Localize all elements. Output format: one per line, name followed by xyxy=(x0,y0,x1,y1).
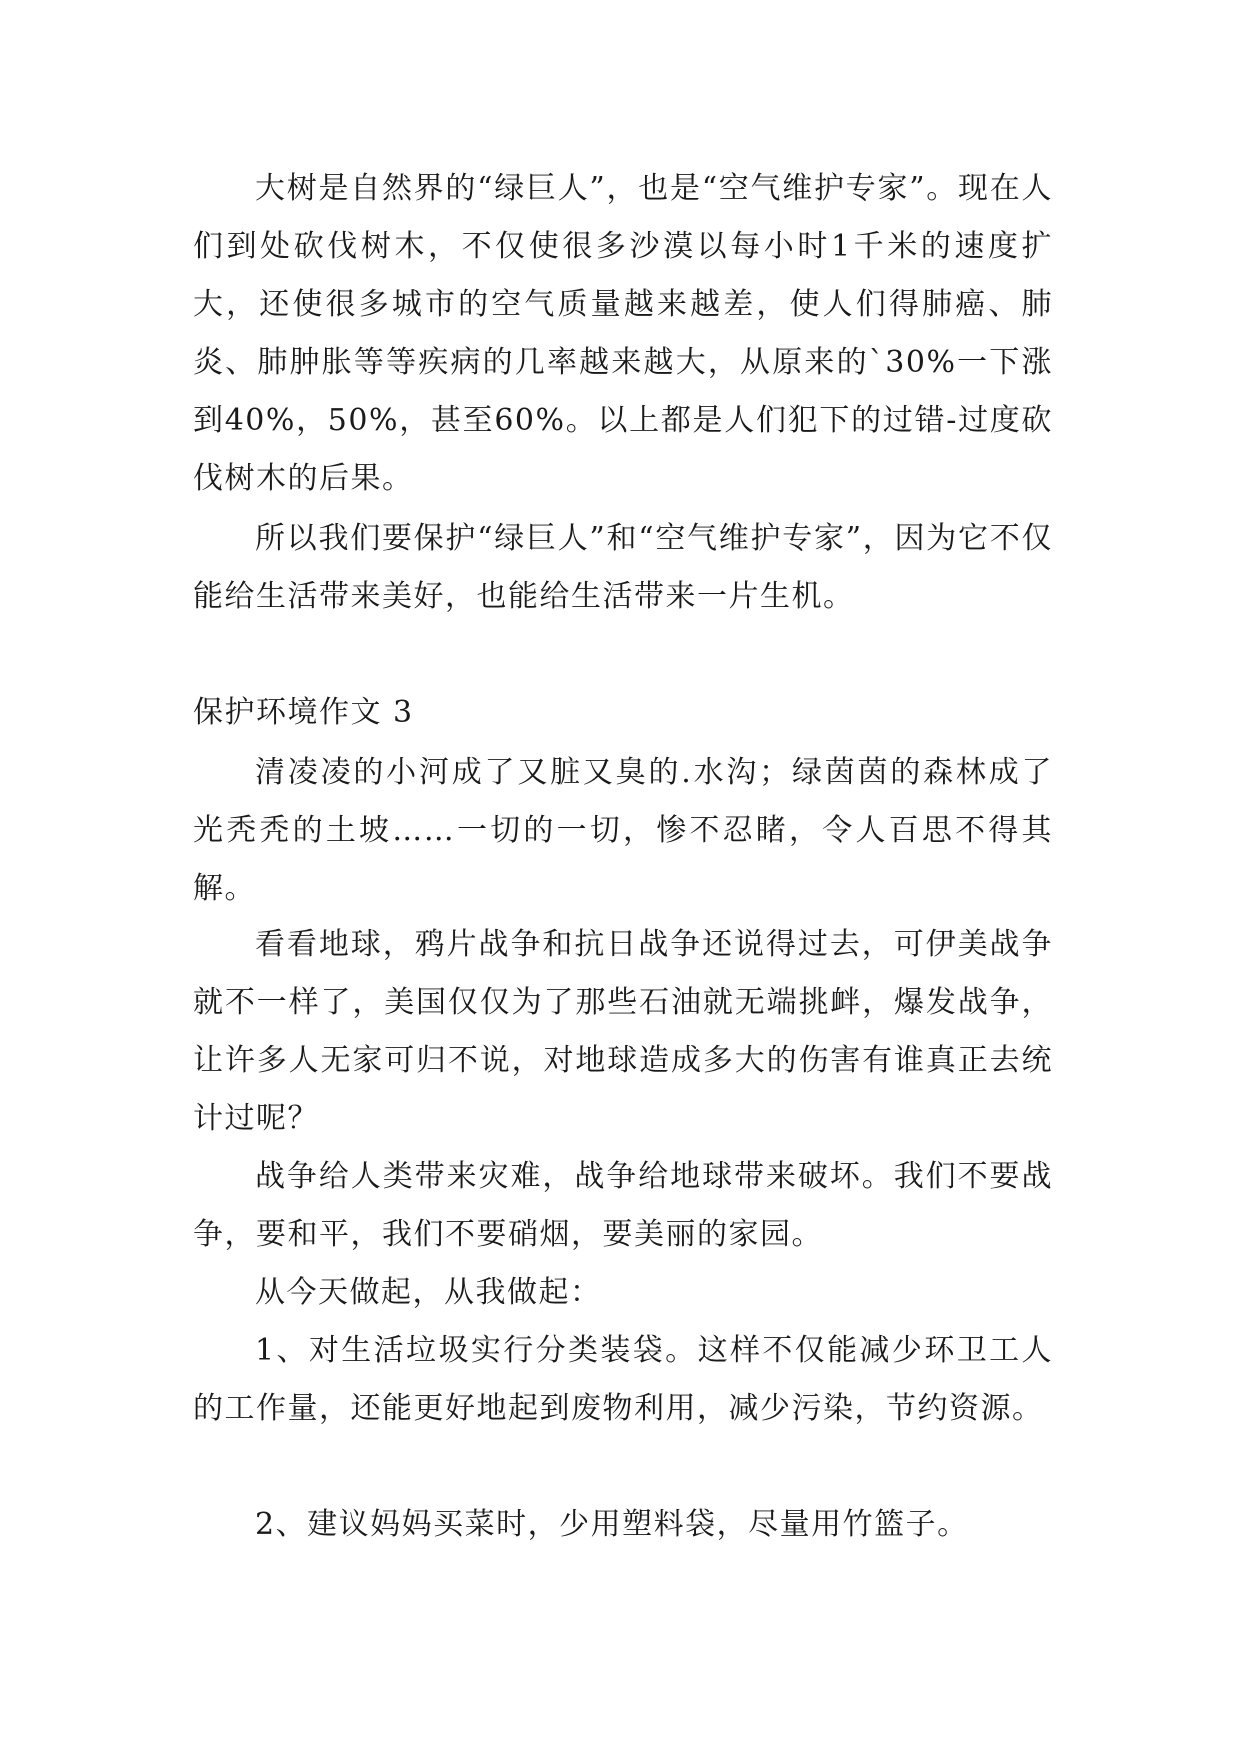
paragraph-peace: 战争给人类带来灾难，战争给地球带来破坏。我们不要战争，要和平，我们不要硝烟，要美丽的家园。 xyxy=(193,1159,1053,1252)
list-item-1: 1、对生活垃圾实行分类装袋。这样不仅能减少环卫工人的工作量，还能更好地起到废物利用，减少污染，节约资源。 xyxy=(193,1333,1053,1426)
paragraph-protect-trees: 所以我们要保护“绿巨人”和“空气维护专家”，因为它不仅能给生活带来美好，也能给生活带来一片生机。 xyxy=(193,521,1053,614)
list-item-2: 2、建议妈妈买菜时，少用塑料袋，尽量用竹篮子。 xyxy=(255,1507,969,1542)
paragraph-war: 看看地球，鸦片战争和抗日战争还说得过去，可伊美战争就不一样了，美国仅仅为了那些石油就无端挑衅，爆发战争，让许多人无家可归不说，对地球造成多大的伤害有谁真正去统计过呢？ xyxy=(193,927,1053,1136)
section-title: 保护环境作文 3 xyxy=(193,695,414,730)
paragraph-start-today: 从今天做起，从我做起： xyxy=(255,1275,602,1310)
paragraph-big-tree: 大树是自然界的“绿巨人”，也是“空气维护专家”。现在人们到处砍伐树木，不仅使很多沙漠以每小时1千米的速度扩大，还使很多城市的空气质量越来越差，使人们得肺癌、肺炎、肺肿胀等等疾病的几率越来越大，从原来的`30%一下涨到40%，50%，甚至60%。以上都是人们犯下的过错-过度砍伐树木的后果。 xyxy=(193,171,1053,496)
paragraph-river: 清凌凌的小河成了又脏又臭的.水沟；绿茵茵的森林成了光秃秃的土坡……一切的一切，惨不忍睹，令人百思不得其解。 xyxy=(193,755,1053,906)
